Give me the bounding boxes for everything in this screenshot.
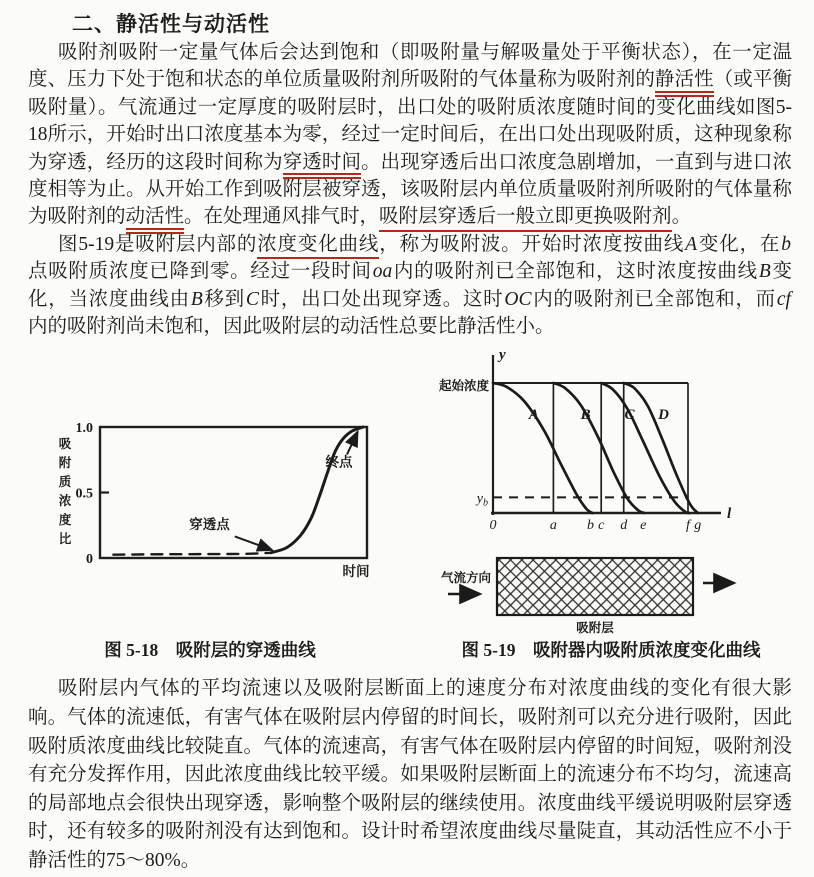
text-run: 有充分发挥作用，因此浓度曲线比较平缓。如果吸附层断面上的流速分布不均匀，流速高: [28, 764, 792, 786]
breakthrough-level-label: $y_b$: [476, 491, 488, 509]
text-run: 度相等为止。从开始工作到吸附层被穿透，该吸附层内单位质量吸附剂所吸附的气体量称: [28, 179, 792, 201]
text-run: 变化，在: [698, 233, 781, 255]
text-run: 内的吸附剂已全部饱和，而: [532, 288, 776, 310]
paragraph-1: [28, 39, 792, 231]
math-variable: OC: [504, 288, 532, 310]
text-line: [28, 39, 792, 66]
text-line: [28, 286, 792, 313]
annotation-arrow: [235, 537, 272, 551]
figure-5-19-adsorption-wave-chart: [420, 345, 814, 640]
x-tick-label: e: [640, 518, 647, 534]
x-tick-label: d: [620, 518, 628, 534]
x-tick-label: c: [598, 518, 605, 534]
text-block-top: [0, 10, 814, 340]
text-line: [28, 675, 792, 704]
text-run: 18所示，开始时出口浓度基本为零，经过一定时间后，在出口处出现吸附质，这种现象称: [28, 124, 792, 146]
text-run: （或平衡: [713, 69, 792, 91]
y-tick-label: 1.0: [75, 421, 93, 437]
text-line: [28, 313, 792, 340]
text-run: 。出现穿透后出口浓度急剧增加，一直到与进口浓: [361, 151, 792, 173]
initial-dashed-baseline: [113, 553, 271, 555]
math-variable: b: [781, 233, 791, 255]
x-tick-label: 0: [489, 518, 497, 534]
text-line: [28, 847, 792, 876]
text-run: 吸附量）。气流通过一定厚度的吸附层时，出口处的吸附质浓度随时间的变化曲线如图5-: [28, 96, 792, 118]
curve-label: C: [624, 407, 635, 424]
text-line: [28, 176, 792, 203]
text-line: [28, 733, 792, 762]
red-underlined-term: 穿透时间: [283, 152, 361, 180]
math-variable: A: [685, 233, 698, 255]
wave-B: [553, 383, 644, 513]
text-run: 。在处理通风排气时，: [184, 206, 380, 228]
text-block-bottom: [0, 675, 814, 875]
annotation-label: 终点: [325, 454, 353, 470]
wave-D: [624, 383, 698, 513]
text-run: 点吸附质浓度已降到零。经过一段时间: [28, 261, 372, 283]
y-axis-symbol: y: [499, 347, 506, 364]
x-tick-label: a: [549, 518, 557, 534]
curve-label: A: [528, 407, 539, 424]
text-run: 时，出口处出现穿透。这时: [259, 288, 504, 310]
text-run: 响。气体的流速低，有害气体在吸附层内停留的时间长，吸附剂可以充分进行吸附，因此: [28, 707, 792, 729]
text-line: [28, 149, 792, 176]
curve-label: B: [580, 407, 591, 424]
text-line: [28, 94, 792, 121]
math-variable: B: [758, 261, 771, 283]
x-tick-label: g: [694, 518, 702, 534]
text-run: 变: [771, 261, 792, 283]
text-run: 吸附层内气体的平均流速以及吸附层断面上的速度分布对浓度曲线的变化有很大影: [58, 678, 792, 700]
x-tick-label: b: [587, 518, 594, 534]
annotation-label: 穿透点: [189, 517, 230, 533]
x-tick-label: f: [686, 518, 690, 534]
text-line: [28, 121, 792, 148]
figures-row: [0, 340, 814, 675]
text-run: 静活性的75～80%。: [28, 850, 201, 872]
y-tick-label: 0.5: [75, 486, 93, 502]
figure-5-18-breakthrough-curve-chart: [25, 418, 395, 583]
math-variable: cf: [776, 288, 791, 310]
text-run: 为穿透，经历的这段时间称为: [28, 151, 283, 173]
text-line: [28, 704, 792, 733]
curve-label: D: [658, 407, 670, 424]
red-underlined-term: 动活性: [126, 206, 185, 234]
y-tick-label: 0: [86, 552, 93, 568]
flow-direction-label: 气流方向: [440, 571, 491, 586]
paragraph-2: [28, 231, 792, 341]
text-line: [28, 790, 792, 819]
bed-label: 吸附层: [576, 621, 614, 636]
breakthrough-curve: [271, 427, 363, 553]
text-run: 吸附剂吸附一定量气体后会达到饱和（即吸附量与解吸量处于平衡状态），在一定温: [58, 42, 792, 63]
text-line: [28, 231, 792, 258]
text-run: ，称为吸附波。开始时浓度按曲线: [379, 233, 685, 255]
document-page: [0, 10, 814, 877]
math-variable: oa: [372, 261, 393, 283]
section-heading: 二、静活性与动活性: [72, 12, 270, 36]
x-axis-label: 时间: [342, 564, 370, 580]
text-run: 吸附质浓度曲线比较陡直。气体的流速高，有害气体在吸附层内停留的时间短，吸附剂没: [28, 735, 792, 757]
math-variable: B: [190, 288, 203, 310]
text-run: 内的吸附剂已全部饱和，这时浓度按曲线: [393, 261, 758, 283]
text-run: 内的吸附剂尚未饱和，因此吸附层的动活性总要比静活性小。: [28, 316, 555, 338]
text-run: 时，还有较多的吸附剂没有达到饱和。设计时希望浓度曲线尽量陡直，其动活性应不小于: [28, 821, 792, 843]
text-run: 为吸附剂的: [28, 206, 126, 228]
red-underlined-term: 浓度变化曲线: [257, 234, 379, 260]
text-run: 度、压力下处于饱和状态的单位质量吸附剂所吸附的气体量称为吸附剂的: [28, 69, 655, 91]
text-line: [28, 66, 792, 93]
text-run: 图5-19是吸附层内部的: [58, 233, 258, 255]
text-run: 。: [671, 206, 692, 228]
initial-concentration-label: 起始浓度: [438, 379, 489, 394]
figure-5-18-caption: 图 5-18 吸附层的穿透曲线: [104, 640, 316, 661]
text-run: 移到: [203, 288, 245, 310]
adsorption-bed: [497, 558, 693, 615]
text-run: 化，当浓度曲线由: [28, 288, 190, 310]
y-axis-label: 吸附质浓度比: [58, 437, 72, 547]
text-line: [28, 818, 792, 847]
figure-5-19-caption: 图 5-19 吸附器内吸附质浓度变化曲线: [461, 640, 761, 661]
red-underlined-term: 静活性: [655, 69, 714, 97]
paragraph-3: [28, 675, 792, 875]
text-line: [28, 203, 792, 230]
red-underlined-term: 吸附层穿透后一般立即更换吸附剂: [379, 206, 672, 232]
math-variable: C: [245, 288, 259, 310]
text-line: [28, 258, 792, 285]
text-run: 的局部地点会很快出现穿透，影响整个吸附层的继续使用。浓度曲线平缓说明吸附层穿透: [28, 792, 792, 814]
plot-frame: [100, 427, 367, 558]
text-line: [28, 761, 792, 790]
x-axis-symbol: l: [727, 506, 732, 523]
